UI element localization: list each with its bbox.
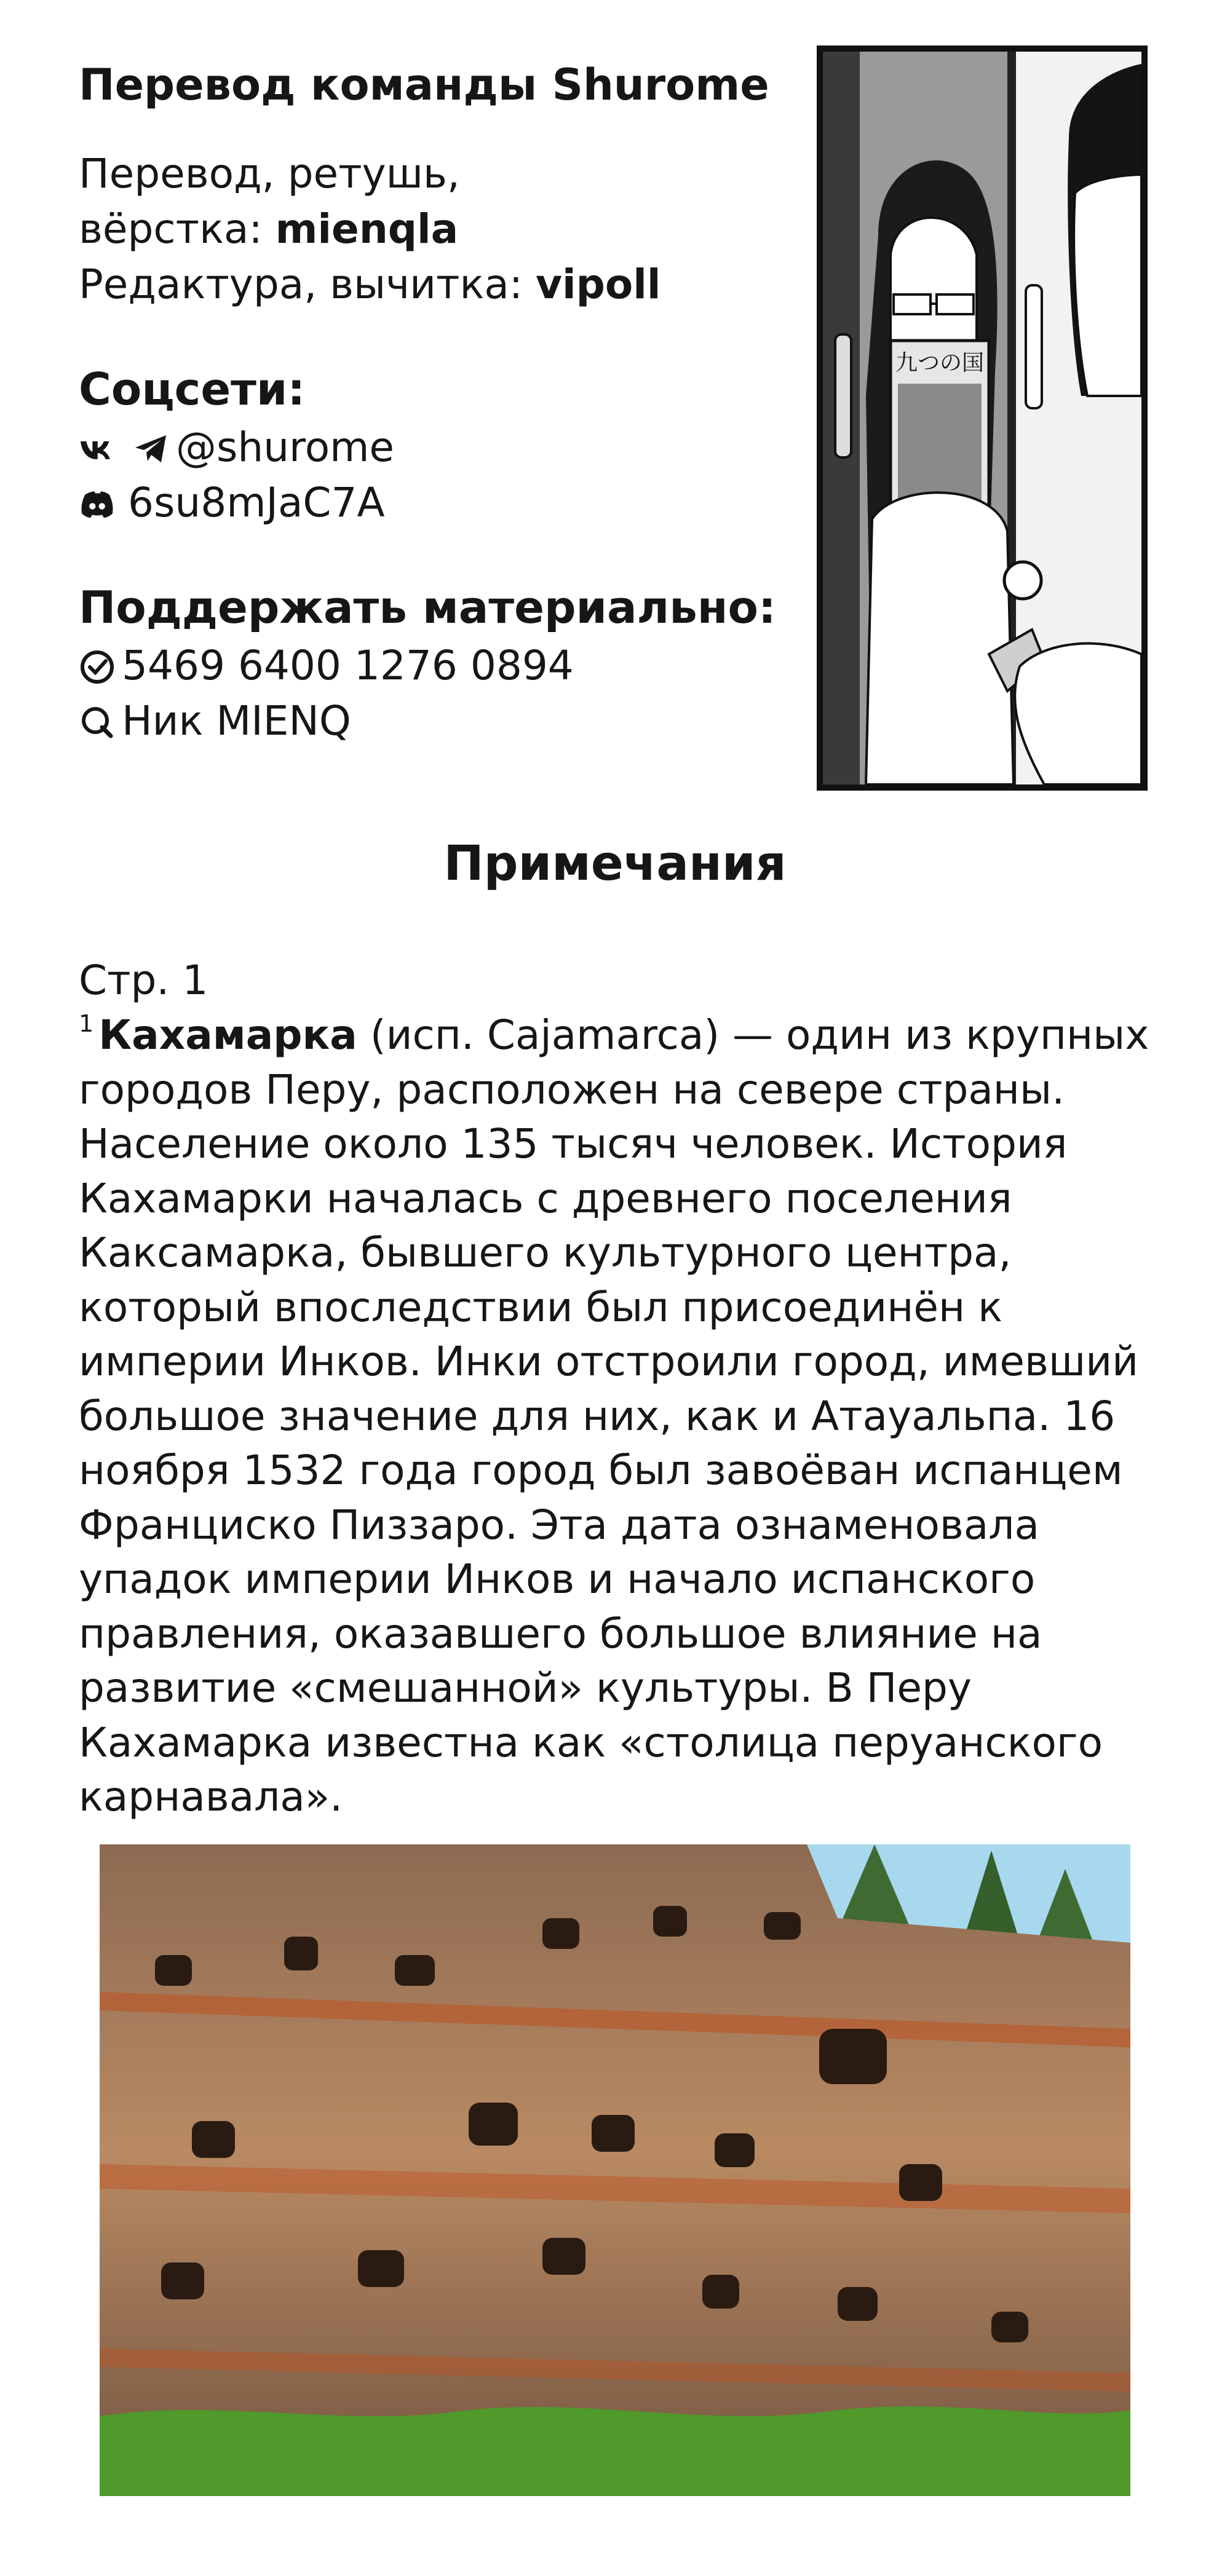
discord-icon[interactable] <box>79 486 122 523</box>
footnote-number: 1 <box>79 1010 94 1037</box>
editing-name: vipoll <box>536 261 661 308</box>
typesetting-label: вёрстка: <box>79 205 276 253</box>
page-reference: Стр. 1 <box>79 957 208 1004</box>
discord-code[interactable]: 6su8mJaC7A <box>128 479 385 526</box>
editing-label: Редактура, вычитка: <box>79 261 536 308</box>
team-name: Shurome <box>552 60 769 110</box>
footnote-term: Кахамарка <box>98 1011 357 1059</box>
social-handle[interactable]: @shurome <box>176 424 395 471</box>
typesetting-line <box>79 202 804 257</box>
card-number[interactable]: 5469 6400 1276 0894 <box>122 642 574 689</box>
translation-line: Перевод, ретушь, <box>79 150 460 197</box>
nick-line <box>79 693 804 749</box>
nick-text[interactable]: Ник MIENQ <box>122 697 351 745</box>
footnote-text: (исп. Cajamarca) — один из крупных городов Перу, расположен на севере страны. Население около 135 тысяч человек. История Кахамарки началась с древнего поселения Каксамарка, бывшего культурного центра, который впоследствии был присоединён к империи Инков. Инки отстроили город, имевший большое значение для них, как и Атауальпа. 16 ноября 1532 года город был завоёван испанцем Франциско Пиззаро. Эта дата ознаменовала упадок империи Инков и начало испанского правления, оказавшего большое влияние на развитие «смешанной» культуры. В Перу Кахамарка известна как «столица перуанского карнавала». <box>79 1011 1149 1820</box>
cajamarca-rock-photo <box>100 1844 1130 2496</box>
team-prefix: Перевод команды <box>79 60 552 110</box>
team-title <box>79 54 804 116</box>
card-line <box>79 638 804 693</box>
manga-panel-illustration <box>817 45 1148 791</box>
editing-line <box>79 257 804 312</box>
typesetting-name: mienqla <box>275 205 459 253</box>
social-handle-line <box>79 420 804 475</box>
telegram-icon[interactable] <box>133 430 170 467</box>
manga-cover-text: 九つの国 <box>895 350 985 376</box>
socials-heading: Соцсети: <box>79 363 306 415</box>
support-heading: Поддержать материально: <box>79 582 776 633</box>
notes-title: Примечания <box>443 836 787 891</box>
credits-block <box>79 54 804 749</box>
search-q-icon <box>79 704 116 741</box>
checkmark-circle-icon <box>79 649 116 685</box>
discord-line <box>79 475 804 531</box>
vk-icon[interactable] <box>79 430 127 467</box>
footnote-1 <box>79 1008 1161 1825</box>
